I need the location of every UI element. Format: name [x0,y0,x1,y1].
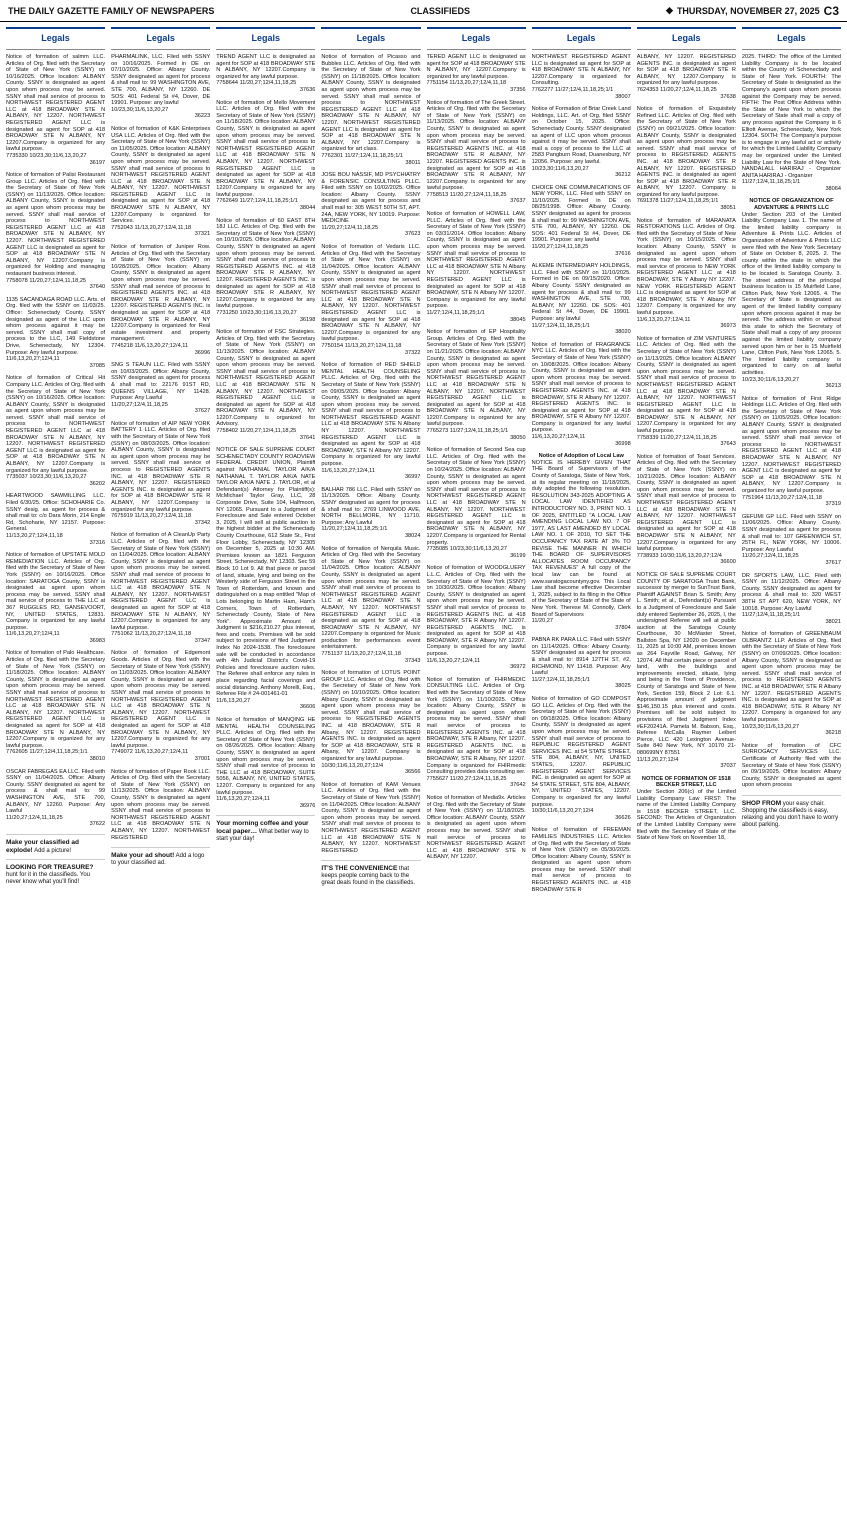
notice-body: Notice of formation of WOODGLUERY L.L.C. Articles of Org. filed with the Secretary of State of New York (SSNY) on 10/30/2025. Office location: Albany County, SSNY is designated as agent upon whom process may be served. SSNY shall mail service of process to REGISTERED AGENTS INC. at 418 BROADWAY, STE R Albany NY 12207. REGISTERED AGENTS INC. is designated as agent for SOP at 418 BROADWAY, STE R Albany NY 12207. Company is organized for any lawful purpose. [426,565,526,658]
legals-column-1 [6,27,105,1517]
notice-run-dates: 11/6,13,20,27;12/4,11 [531,434,586,441]
legal-notice [6,769,105,828]
legal-notice [321,670,420,776]
notice-run-dates: 7735330 10/23,30;11/6,13,20,27 [6,152,87,159]
notice-body: Notice of formation of Edgemont Goods. Articles of Org. filed with the Secretary of State of New York (SSNY) on 11/03/2025. Office location: ALBANY County, SSNY is designated as agent upon whom process may be served. SSNY shall mail service of process to NORTHWEST REGISTERED AGENT LLC at 418 BROADWAY STE N ALBANY, NY 12207. NORTHWEST REGISTERED AGENT LLC is designated as agent for SOP at 418 BROADWAY STE N ALBANY, NY 12207.Company is organized for any lawful purpose. [111,650,211,749]
legal-notice [111,126,210,238]
legals-columns [6,27,841,1517]
notice-body: Notice of formation of ZIM VENTURES LLC. Articles of Org. filed with the Secretary of State of New York (SSNY) on 11/13/2025. Office location: ALBANY County, SSNY is designated as agent upon whom process may be served. SSNY shall mail service of process to NORTHWEST REGISTERED AGENT LLC at 418 BROADWAY STE N ALBANY, NY 12207. NORTHWEST REGISTERED AGENT LLC is designated as agent for SOP at 418 BROADWAY STE N ALBANY, NY 12207.Company is organized for any lawful purpose. [636,335,736,435]
notice-body: SNG S TEAUN LLC. Filed with SSNY on 10/03/2025. Office: Albany County. SSNY designated as agent for process & shall mail to: 22176 91ST RD, QUEENS VILLAGE, NY 11428. Purpose: Any Lawful [111,362,211,402]
notice-title: NOTICE OF FORMATION OF 1518 BECKER STREET, LLC [641,775,731,789]
notice-run-dates: 11/6,13,20,27;12/4,11 [6,356,60,363]
notice-id: 36626 [615,814,631,821]
notice-body: Notice of formation of Toast Services. Articles of Org. filed with the Secretary of State of New York (SSNY) on 10/21/2025. Office location: ALBANY County, SSNY is designated as agent upon whom process may be served. SSNY shall mail service of process to NORTHWEST REGISTERED AGENT LLC at 418 BROADWAY STE N ALBANY, NY 12207. NORTHWEST REGISTERED AGENT LLC is designated as agent for SOP at 418 BROADWAY STE N ALBANY, NY 12207.Company is organized for any lawful purpose. [636,453,736,553]
notice-body: Notice of formation of FRAGRANCE NYC LLC. Articles of Org. filed with the Secretary of State of New York (SSNY) on 10/08/2025. Office location: Albany County, SSNY is designated as agent upon whom process may be served. SSNY shall mail service of process to REGISTERED AGENTS INC. at 418 BROADWAY, STE R Albany NY 12207. REGISTERED AGENTS INC. is designated as agent for SOP at 418 BROADWAY, STE R Albany NY 12207. Company is organized for any lawful purpose. [531,341,631,434]
notice-run-dates: 7758078 11/20,27;12/4,11,18,25 [6,277,87,284]
notice-run-dates: 7751137 11/13,20,27;12/4,11,18 [321,651,402,658]
legal-notice [111,362,210,415]
legal-notice [321,54,420,166]
notice-body: Notice of formation of MANQING HE MENTAL HEALTH COUNSELING PLLC. Articles of Org. filed with the Secretary of State of New York (SSNY) on 08/26/2025. Office location: Albany County, SSNY is designated as agent upon whom process may be served. SSNY shall mail service of process to THE LLC at 418 BROADWAY, SUITE 5056, ALBANY, NY, UNITED STATES, 12207. Company is organized for any lawful purpose. [216,717,316,796]
notice-id: 38064 [825,185,841,192]
notice-id: 37001 [194,755,211,762]
legal-notice [6,54,105,166]
house-ad-body: hunt for it in the classifieds. You never know what you'll find! [6,871,91,885]
notice-id: 37617 [825,559,841,566]
legal-notice [6,552,105,644]
notice-id: 37321 [194,231,211,238]
legal-notice [216,54,315,94]
legal-notice [427,100,526,206]
house-ad [216,815,315,843]
notice-body: TREND AGENT LLC is designated as agent for SOP at 418 BROADWAY STE N ALBANY, NY 12207.Company is organized for any lawful purpose. [216,54,316,80]
notice-body: Under Section 203 of the Limited Liability Company Law. 1. The name of the limited liability company is Adventure & Prints LLC. Articles of Organization of Adventure & Prints LLC were filed with the New York Secretary of State on October 8, 2025. 2. The county within the state in which the office of the limited liability company is to be located is Saratoga County. 3. The street address of the principal business location is 15 Muirfield Lane, Clifton Park, New York 12065. 4. The Secretary of State is designated as agent of the limited liability company upon whom process against it may be served. The address within or without this state to which the Secretary of State shall mail a copy of any process against the limited liability company served upon him or her is 15 Muirfield Lane, Clifton Park, New York 12065. 5. The limited liability company is organized to carry on all lawful activities. [741,211,841,376]
notice-id: 37637 [510,198,526,205]
legals-column-7 [637,27,736,1517]
notice-run-dates: 7749072 11/6,13,20,27;12/4,11 [111,749,189,756]
house-ad [6,859,105,886]
notice-body: Notice of formation of UPSTATE MOLD REMEDIATION LLC. Articles of Org. filed with the Secretary of State of New York (SSNY) on 10/16/2025. Office location: SARATOGA County, SSNY is designated as agent upon whom process may be served. SSNY shall mail service of process to THE LLC at 367 RUGGLES RD, GANSEVOORT, NY, UNITED STATES, 12831. Company is organized for any lawful purpose. [6,552,106,631]
legal-notice [532,342,631,448]
column-heading: Legals [742,29,841,50]
notice-id: 38020 [615,329,631,336]
notice-run-dates: 7762649 11/27;12/4,11,18,25;1/1 [216,198,298,205]
notice-body: OSCAR FABREGAS EA LLC. Filed with SSNY on 11/04/2025. Office: Albany County. SSNY designated as agent for process & shall mail to: 99 WASHINGTON AVE, STE 700, ALBANY, NY 12260. Purpose: Any Lawful [6,768,106,815]
notice-body: NOTICE OF SALE SUPREME COURT SCHENECTADY COUNTY ROADVIEW FEDERAL CREDIT UNION, Plaintiff against NATHANIAL TAYLOR A/K/A NATHANAL T. TAYLOR A/K/A NATE TAYLOR A/K/A NATE J. TAYLOR, et al Defendant(s) Attorney for Plaintiff(s): McMichael Taylor Gray, LLC, 28 Corporate Drive, Suite 104, Halfmoon, NY 12065. Pursuant to a Judgment of Foreclosure and Sale entered October 3, 2025, I will sell at public auction to the highest bidder at the Schenectady County Courthouse, 612 State St., First Floor Lobby, Schenectady, NY 12305 on December 5, 2025 at 10:30 AM. Premises known as 1821 Ferguson Street, Schenectady, NY 12303. Sec 59 Block 10 Lot 9. All that piece or parcel of land, situate, lying and being on the Westerly side of Ferguson Street in the Town of Rotterdam, and known and distinguished on a map entitled "Map of Lots belonging to Martin Ham, Ham's Corners, Town of Rotterdam, Schenectady County, State of New York". Approximate Amount of Judgment is $216,210.27 plus interest, fees and costs. Premises will be sold subject to provisions of filed Judgment Index No 2024-1538. The foreclosure sale will be conducted in accordance with 4th Judicial District's Covid-19 Policies and foreclosure auction rules. The Referee shall enforce any rules in place regarding facial coverings and social distancing. Anthony Morelli, Esq., Referee File # 24-001461-01 [216,447,316,698]
notice-body: Under Section 206(c) of the Limited Liability Company Law FIRST: The name of the Limited Liability Company is 1518 BECKER STREET, LLC. SECOND: The Articles of Organization of the Limited Liability Company were filed with the Secretary of State of the State of New York on November 18, [636,788,736,842]
notice-id: 36997 [404,474,421,481]
notice-title: Notice of Adoption of Local Law [538,453,624,460]
notice-run-dates: 7755627 11/20,27;12/4,11,18,25 [426,775,507,782]
legal-notice [637,776,736,842]
legal-notice [742,54,841,192]
legals-column-4 [321,27,420,1517]
notice-id: 36998 [615,440,631,447]
legal-notice [216,329,315,441]
notice-body: Notice of formation of First Ridge Holdings LLC. Articles of Org. filed with the Secretary of State of New York (SSNY) on 11/05/2025. Office location: ALBANY County, SSNY is designated as agent upon whom process may be served. SSNY shall mail service of process to NORTHWEST REGISTERED AGENT LLC at 418 BROADWAY STE N ALBANY, NY 12207. NORTHWEST REGISTERED AGENT LLC is designated as agent for SOP at 418 BROADWAY STE N ALBANY, NY 12207.Company is organized for any lawful purpose. [741,395,841,494]
notice-id: 36197 [89,159,106,166]
legal-notice [111,54,210,120]
notice-run-dates: 7762605 11/27;12/4,11,18,25;1/1 [6,749,88,756]
section-name: CLASSIFIEDS [410,5,470,16]
notice-id: 38010 [89,755,106,762]
page-header [0,0,847,22]
legal-notice [321,546,420,665]
notice-body: Notice of formation of EP Hospitality Group. Articles of Org. filed with the Secretary of State of New York (SSNY) on 11/21/2025. Office location: ALBANY County, SSNY is designated as agent upon whom process may be served. SSNY shall mail service of process to NORTHWEST REGISTERED AGENT LLC at 418 BROADWAY STE N ALBANY, NY 12207. NORTHWEST REGISTERED AGENT LLC is designated as agent for SOP at 418 BROADWAY STE N ALBANY, NY 12207.Company is organized for any lawful purpose. [426,329,526,428]
notice-run-dates: 11/20,27;12/4,11,18,25 [531,244,589,251]
column-heading: Legals [111,29,210,50]
legal-notice [216,218,315,324]
notice-id: 37037 [720,763,736,770]
legals-column-8 [742,27,841,1517]
notice-id: 38024 [404,532,421,539]
notice-run-dates: 7735037 10/23,30;11/6,13,20,27 [6,474,87,481]
notice-run-dates: 7735085 10/23,30;11/6,13,20,27 [426,546,507,553]
notice-run-dates: 11/20,27 [531,618,553,625]
notice-body: NORTHWEST REGISTERED AGENT LLC is designated as agent for SOP at 418 BROADWAY STE N ALBANY, NY 12207.Company is organized for Consulting. [531,54,631,87]
notice-run-dates: 11/6,13,20,27 [216,697,251,704]
notice-run-dates: 11/13,20,27;12/4,11,18 [6,532,63,539]
notice-run-dates: 11/6,13,20,27;12/4,11 [216,796,270,803]
notice-body: Notice of formation of Juniper Row. Articles of Org. filed with the Secretary of State of New York (SSNY) on 10/28/2025. Office location: Albany County, SSNY is designated as agent upon whom process may be served. SSNY shall mail service of process to REGISTERED AGENTS INC. at 418 BROADWAY STE R ALBANY, NY 12207. REGISTERED AGENTS INC. is designated as agent for SOP at 418 BROADWAY STE R ALBANY, NY 12207.Company is organized for Real estate investment and property management. [111,244,211,343]
legal-notice [111,532,210,644]
header-right [666,4,839,18]
notice-run-dates: 7758402 11/20,27;12/4,11,18,25 [216,428,297,435]
legal-notice [532,106,631,179]
legal-notice [532,453,631,631]
house-ad-title: SHOP FROM [741,799,782,807]
notice-body: Notice of formation of MARANATA RESTORATIONS LLC. Articles of Org. filed with the Secretary of State of New York (SSNY) on 10/15/2025. Office location: Albany County, SSNY is designated as agent upon whom process may be served. SSNY shall mail service of process to NEW YORK REGISTERED AGENT LLC at 418 BROADWAY, STE Y Albany NY 12207. NEW YORK REGISTERED AGENT LLC is designated as agent for SOP at 418 BROADWAY, STE Y Albany NY 12207. Company is organized for any lawful purpose. [636,217,736,316]
column-heading: Legals [427,29,526,50]
legal-notice [6,650,105,762]
notice-body: GEFUMI GP LLC. Filed with SSNY on 11/06/2025. Office: Albany County. SSNY designated as agent for process & shall mail to: 107 GREENWICH ST, 25TH FL, NEW YORK, NY 10006. Purpose: Any Lawful [741,513,841,553]
notice-id: 37643 [720,441,736,448]
house-ad-body: that keeps people coming back to the great deals found in the classifieds. [321,866,416,887]
notice-body: TERED AGENT LLC is designated as agent for SOP at 418 BROADWAY STE N ALBANY, NY 12207.Company is organized for any lawful purpose. [426,54,526,80]
notice-body: NOTICE OF SALE SUPREME COURT COUNTY OF SARATOGA Truist Bank, successor by merger to SunTrust Bank, Plaintiff AGAINST Brian S. Smith; Amy L. Smith; et al., Defendant(s) Pursuant to a Judgment of Foreclosure and Sale duly entered September 26, 2025, I, the undersigned Referee will sell at public auction at the Saratoga County Courthouse, 30 McMaster Street, Ballston Spa, NY 12020 on December 11, 2025 at 10:00 AM, premises known as 264 Fayville Road, Galway, NY 12074. All that certain piece or parcel of land, with the buildings and improvements erected, situate, lying and being in the Town of Providence, County of Saratoga and State of New York, Section 159, Block 2 Lot: 6.1. Approximate amount of judgment $146,150.15 plus interest and costs. Premises will be sold subject to provisions of filed Judgment Index #EF20241A. Pamela M. Babson, Esq., Referee McCalla Raymer Leibert Pierce, LLC 420 Lexington Avenue-Suite 840 New York, NY 10170 21-080699NY 87551 [636,571,736,756]
notice-body: CHOICE ONE COMMUNICATIONS OF NEW YORK, LLC. Filed with SSNY on 11/10/2025. Formed in DE on 08/25/1998. Office: Albany County. SSNY designated as agent for process & shall mail to: 99 WASHINGTON AVE, STE 700, ALBANY, NY 12260. DE SOS: 401 Federal St #4, Dover, DE 19901. Purpose: any lawful [531,184,631,244]
notice-body: Notice of formation of Second Sea cup LLC. Articles of Org. filed with the Secretary of State of New York (SSNY) on 10/24/2025. Office location: ALBANY County, SSNY is designated as agent upon whom process may be served. SSNY shall mail service of process to NORTHWEST REGISTERED AGENT LLC at 418 BROADWAY STE N ALBANY, NY 12207. NORTHWEST REGISTERED AGENT LLC is designated as agent for SOP at 418 BROADWAY STE N ALBANY, NY 12207.Company is organized for Rental property. [426,447,526,546]
notice-id: 36976 [299,802,316,809]
notice-run-dates: 7691378 11/27;12/4,11,18,25;1/1 [636,198,719,205]
notice-title: NOTICE OF ORGANIZATION OF ADVENTURE & PRINTS LLC [749,198,834,212]
notice-run-dates: 10/30;11/6,13,20,27;12/4 [531,808,594,815]
notice-id: 37356 [510,86,526,93]
column-heading: Legals [637,29,736,50]
legal-notice [111,650,210,762]
house-ad-body: Add a picture! [32,847,72,854]
house-ad-title: IT'S THE CONVENIENCE [321,865,398,873]
notice-id: 36198 [299,316,316,323]
notice-run-dates: 7745218 11/6,13,20,27;12/4,11 [111,342,189,349]
notice-body: JOSE BOU NASSIF, MD PSYCHIATRY & FORENSIC CONSULTING PLLC. Filed with SSNY on 10/02/2025. Office location: Albany County. SSNY designated as agent for process and shall mail to: 305 WEST 50TH ST, APT. 24A, NEW YORK, NY 10019. Purpose: MEDICINE [321,172,421,225]
notice-id: 36600 [720,559,736,566]
legal-notice [532,263,631,336]
legal-notice [427,211,526,323]
legal-notice [742,573,841,626]
notice-body: ALKEME INTERMEDIARY HOLDINGS, LLC. Filed with SSNY on 11/10/2025. Formed in DE on 09/15/2020. Office: Albany County. SSNY designated as agent for process & shall mail to: 99 WASHINGTON AVE, STE 700, ALBANY, NY 12260. DE SOS: 401 Federal St #4, Dover, DE 19901. Purpose: any lawful [531,263,631,322]
legal-notice [6,172,105,291]
notice-body: Notice of formation of Mello Movement LLC. Articles of Org. filed with the Secretary of State of New York (SSNY) on 11/18/2025. Office location: ALBANY County, SSNY is designated as agent upon whom process may be served. SSNY shall mail service of process to NORTHWEST REGISTERED AGENT LLC at 418 BROADWAY STE N ALBANY, NY 12207. NORTHWEST REGISTERED AGENT LLC is designated as agent for SOP at 418 BROADWAY STE N ALBANY, NY 12207.Company is organized for any lawful purpose. [216,99,316,198]
legal-notice [321,244,420,356]
notice-run-dates: 10/30;11/6,13,20,27;12/4 [321,762,384,769]
notice-id: 36996 [194,349,211,356]
notice-body: HEARTWOOD SAWMILLING LLC. Filed 6/30/25. Office: SCHOHARIE Co. SSNY desig. as agent for process & shall mail to: c/o Dara Morin, 214 Engle Rd, Schoharie, NY 12157. Purpose: General. [6,493,106,533]
notice-body: Notice of formation of FREEMAN FAMILIES INDUSTRIES LLC. Articles of Org. filed with the Secretary of State of New York (SSNY) on 05/30/2025. Office location: Albany County, SSNY is designated as agent upon whom process may be served. SSNY shall mail service of process to REGISTERED AGENTS INC. at 418 BROADWAY STE R [531,827,631,893]
notice-run-dates: 11/20,27;12/4,11,18,25 [6,814,63,821]
legal-notice [6,375,105,487]
notice-run-dates: 7765273 11/27;12/4,11,18,25;1/1 [426,428,509,435]
notice-run-dates: 11/27;12/4,11,18,25;1/1 [741,179,801,186]
notice-body: Notice of formation of Nerquila Music. Articles of Org. filed with the Secretary of State of New York (SSNY) on 11/04/2025. Office location: ALBANY County, SSNY is designated as agent upon whom process may be served. SSNY shall mail service of process to NORTHWEST REGISTERED AGENT LLC at 418 BROADWAY STE N ALBANY, NY 12207. NORTHWEST REGISTERED AGENT LLC is designated as agent for SOP at 418 BROADWAY STE N ALBANY, NY 12207.Company is organized for Music production for performances event entertainment. [321,545,421,651]
legal-notice [427,677,526,789]
notice-id: 37322 [404,349,421,356]
house-ad [742,795,841,829]
legal-notice [427,447,526,559]
notice-id: 37642 [510,782,526,789]
notice-id: 36983 [89,637,106,644]
legal-notice [742,198,841,389]
notice-id: 38045 [510,316,526,323]
house-ad [6,834,105,855]
notice-run-dates: 10/23,30;11/6,13,20,27 [111,106,169,113]
diamond-icon: ◆ [666,5,673,15]
notice-body: Notice of formation of Exquisitely Refined LLC. Articles of Org. filed with the Secretary of State of New York (SSNY) on 09/21/2025. Office location: ALBANY County, SSNY is designated as agent upon whom process may be served. SSNY shall mail service of process to REGISTERED AGENTS INC. at 418 BROADWAY STE R ALBANY, NY 12207. REGISTERED AGENTS INC. is designated as agent for SOP at 418 BROADWAY STE R ALBANY, NY 12207. Company is organized for any lawful purpose. [636,106,736,198]
notice-run-dates: 11/6,13,20,27;12/4,11 [321,467,375,474]
legal-notice [637,572,736,770]
legal-notice [532,696,631,821]
notice-run-dates: 11/13,20,27;12/4 [636,756,679,763]
notice-run-dates: 7750154 11/13,20,27;12/4,11,18 [321,342,402,349]
column-heading: Legals [532,29,631,50]
notice-body: Notice of formation of Vedaris LLC. Articles of Org. filed with the Secretary of State of New York (SSNY) on 11/04/2025. Office location: ALBANY County, SSNY is designated as agent upon whom process may be served. SSNY shall mail service of process to NORTHWEST REGISTERED AGENT LLC at 418 BROADWAY STE N ALBANY, NY 12207. NORTHWEST REGISTERED AGENT LLC is designated as agent for SOP at 418 BROADWAY STE N ALBANY, NY 12207.Company is organized for any lawful purpose. [321,244,421,343]
notice-body: Notice of formation of LOTUS POINT GROUP LLC. Articles of Org. filed with the Secretary of State of New York (SSNY) on 10/10/2025. Office location: Albany County, SSNY is designated as agent upon whom process may be served. SSNY shall mail service of process to REGISTERED AGENTS INC. at 418 BROADWAY, STE R Albany, NY 12207. REGISTERED AGENTS INC. is designated as agent for SOP at 418 BROADWAY, STE R Albany, NY 12207. Company is organized for any lawful purpose. [321,670,421,762]
legal-notice [637,218,736,330]
notice-run-dates: 11/27;12/4,11,18,25;1/1 [531,676,590,683]
legal-notice [216,447,315,711]
legal-notice [111,421,210,527]
house-ad-title: Make your ad shout! [111,852,175,860]
house-ad-body: What better way to start your day! [216,829,309,843]
notice-id: 37347 [194,637,211,644]
notice-id: 37622 [89,821,106,828]
notice-id: 37342 [194,519,211,526]
house-ad-body: your easy chair. Shopping the classifieds is easy, relaxing and you don't have to worry about parking. [741,800,839,828]
legal-notice [742,631,841,737]
legals-column-5 [427,27,526,1517]
notice-id: 37804 [615,624,631,631]
notice-body: 2025. THIRD: The office of the Limited Liability Company is to be located within the County of Schenectady and State of New York. FOURTH: The Secretary of State is designated as the Company's agent upon whom process against the Company may be served. FIFTH: The Post Office Address within the State of New York to which the Secretary of State shall mail a copy of any process against the Company is 6 Elliott Avenue, Schenectady, New York 12304. SIXTH: The Company's purpose is to engage in any lawful act or activity for which the Limited Liability Company may be organized under the Limited Liability Law for the State of New York. NANDALALL HARIRAJ - Organizer ANITA HARIRAJ - Organizer [741,54,841,179]
legal-notice [427,795,526,861]
notice-id: 38021 [825,618,841,625]
notice-body: Notice of formation of CFC SURROGACY SERVICES LLC. Certificate of Authority filed with the Secretary of State of New York (SSNY) on 09/19/2025. Office location: Albany County, SSNY is designated as agent upon whom process [741,742,841,789]
notice-run-dates: 7751154 11/13,20,27;12/4,11,18 [426,80,507,87]
legals-column-3 [216,27,315,1517]
notice-body: NOTICE IS HEREBY GIVEN THAT THE Board of Supervisors of the County of Saratoga, State of New York, at its regular meeting on 11/18/2025, duly adopted the following resolution. RESOLUTION 343-2025 ADOPTING A LOCAL LAW IDENTIFIED AS INTRODUCTORY NO. 3, PRINT NO. 1 OF 2025, ENTITLED "A LOCAL LAW AMENDING LOCAL LAW NO. 7 OF 1977, AS LAST AMENDED BY LOCAL LAW NO. 1 OF 2010, TO SET THE OCCUPANCY TAX RATE AT 3% TO REVISE THE MANNER IN WHICH THE BOARD OF SUPERVISORS ALLOCATES ROOM OCCUPANCY TAX REVENUES" A full copy of the local law can be found at www.saratogacountyny.gov. This Local Law shall become effective December 1, 2025, subject to its filing in the Office of the Secretary of State of the State of New York. Therese M. Connolly, Clerk Board of Supervisors [531,459,631,618]
notice-id: 38044 [299,205,316,212]
notice-run-dates: 11/20,27;12/4,11,18,25 [741,553,799,560]
notice-run-dates: 11/27;12/4,11,18,25;1/1 [741,612,801,619]
notice-id: 37616 [615,250,631,257]
notice-id: 37316 [89,539,106,546]
notice-id: 37636 [299,86,316,93]
notice-run-dates: 7751964 11/13,20,27;12/4,11,18 [741,494,822,501]
legal-notice [427,54,526,94]
publication-name: THE DAILY GAZETTE FAMILY OF NEWSPAPERS [8,5,215,16]
notice-run-dates: 11/20,27;12/4,11,18,25;1/1 [321,526,388,533]
notice-body: Notice of formation of Palisi Restaurant Group LLC. Articles of Org. filed with the Secretary of State of New York (SSNY) on 11/13/2025. Office location: ALBANY County, SSNY is designated as agent upon whom process may be served. SSNY shall mail service of process to NORTHWEST REGISTERED AGENT LLC at 418 BROADWAY STE N ALBANY, NY 12207. NORTHWEST REGISTERED AGENT LLC is designated as agent for SOP at 418 BROADWAY STE N ALBANY, NY 12207.Company is organized for Holding and managing restaurant business interest. [6,172,106,277]
notice-body: BALHAR 786 LLC. Filed with SSNY on 11/13/2025. Office: Albany County. SSNY designated as agent for process & shall mail to: 2769 LINWOOD AVE, NORTH BELLMORE, NY 11710. Purpose: Any Lawful [321,486,421,526]
house-ad [321,860,420,887]
legal-notice [321,172,420,238]
notice-id: 36566 [404,769,421,776]
notice-body: Notice of formation of GO COMPOST GO LLC. Articles of Org. filed with the Secretary of State of New York (SSNY) on 09/18/2025. Office location: Albany County, SSNY is designated as agent upon whom process may be served. SSNY shall mail service of process to REPUBLIC REGISTERED AGENT SERVICES INC. at 54 STATE STREET, STE 804, ALBANY, NY, UNITED STATES, 12207. REPUBLIC REGISTERED AGENT SERVICES INC. is designated as agent for SOP at 54 STATE STREET, STE 804, ALBANY, NY, UNITED STATES, 12207. Company is organized for any lawful purpose. [531,696,631,808]
legal-notice [532,54,631,100]
column-heading: Legals [321,29,420,50]
legal-notice [6,297,105,370]
notice-body: Notice of formation of FSC Strategies. Articles of Org. filed with the Secretary of State of New York (SSNY) on 11/13/2025. Office location: ALBANY County, SSNY is designated as agent upon whom process may be served. SSNY shall mail service of process to NORTHWEST REGISTERED AGENT LLC at 418 BROADWAY STE N ALBANY, NY 12207. NORTHWEST REGISTERED AGENT LLC is designated as agent for SOP at 418 BROADWAY STE N ALBANY, NY 12207.Company is organized for Advisory. [216,329,316,428]
legal-notice [532,637,631,690]
notice-id: 37627 [194,408,211,415]
legal-notice [111,769,210,842]
column-heading: Legals [216,29,315,50]
notice-id: 36218 [825,730,841,737]
notice-run-dates: 7762277 11/27;12/4,11,18,25;1/1 [531,86,614,93]
notice-run-dates: 11/20,27;12/4,11,18,25 [321,224,379,231]
notice-id: 36606 [299,704,316,711]
notice-run-dates: 7731250 10/23,30;11/6,13,20,27 [216,309,297,316]
notice-run-dates: 11/27;12/4,11,18,25;1/1 [531,322,590,329]
legal-notice [321,487,420,540]
notice-run-dates: 7758513 11/20,27;12/4,11,18,25 [426,191,507,198]
notice-run-dates: 7758339 11/20,27;12/4,11,18,25 [636,434,717,441]
house-ad-title: Make your classified ad explode! [6,838,79,854]
legal-notice [637,106,736,212]
column-heading: Legals [6,29,105,50]
notice-id: 38011 [405,159,421,166]
legal-notice [742,743,841,789]
notice-id: 38050 [510,434,526,441]
legals-column-6 [532,27,631,1517]
notice-body: Notice of formation of HOWELL LAW, PLLC. Articles of Org. filed with the Secretary of State of New York (SSNY) on 03/31/2014. Office location: Albany County, SSNY is designated as agent upon whom process may be served. SSNY shall mail service of process to NORTHWEST REGISTERED AGENT LLC at 418 BROADWAY STE N Albany NY 12207. NORTHWEST REGISTERED AGENT LLC is designated as agent for SOP at 418 BROADWAY, STE N Albany NY 12207. Company is organized for any lawful purpose. [426,211,526,310]
notice-run-dates: 10/23,30;11/6,13,20,27 [741,723,800,730]
notice-run-dates: 7624353 11/20,27;12/4,11,18,25 [636,86,717,93]
legal-notice [6,493,105,546]
notice-body: ALBANY, NY 12207. REGISTERED AGENTS INC. is designated as agent for SOP at 418 BROADWAY STE R ALBANY, NY 12207.Company is organized for any lawful purpose. [636,54,736,87]
house-ad-body: Add a logo to your classified ad. [111,853,205,867]
notice-id: 36972 [510,664,526,671]
notice-run-dates: 7738933 10/30;11/6,13,20,27;12/4 [636,552,722,559]
legal-notice [637,336,736,448]
notice-body: PHARMALINK, LLC. Filed with SSNY on 10/16/2025. Formed in DE on 07/10/2025. Office: Albany County. SSNY designated as agent for process & shall mail to: 99 WASHINGTON AVE, STE 700, ALBANY, NY 12260. DE SOS: 401 Federal St #4, Dover, DE 19901. Purpose: any lawful [111,54,211,107]
notice-id: 37640 [89,284,106,291]
notice-body: DR SPORTS LAW, LLC. Filed with SSNY on 11/12/2025. Office: Albany County. SSNY designated as agent for process & shall mail to: 320 WEST 38TH ST APT 620, NEW YORK, NY 10018. Purpose: Any Lawful [741,572,841,612]
legal-notice [427,329,526,441]
notice-body: Notice of formation of FHIRMEDIC CONSULTING LLC. Articles of Org. filed with the Secretary of State of New York (SSNY) on 11/10/2025. Office location: Albany County, SSNY is designated as agent upon whom process may be served. SSNY shall mail service of process to REGISTERED AGENTS INC. at 418 BROADWAY, STE R Albany, NY 12207. REGISTERED AGENTS INC. is designated as agent for SOP at 418 BROADWAY, STE R Albany, NY 12207. Company is organized for FHIRmedic Consulting provides data consulting ser. [426,676,526,776]
notice-run-dates: 10/23,30;11/6,13,20,27 [741,376,800,383]
notice-body: Notice of formation of RED SHIELD MENTAL HEALTH COUNSELING PLLC. Articles of Org. filed with the Secretary of State of New York (SSNY) on 09/05/2025. Office location: Albany County, SSNY is designated as agent upon whom process may be served. SSNY shall mail service of process to NORTHWEST REGISTERED AGENT LLC at 418 BROADWAY STE N Albany NY 12207. NORTHWEST REGISTERED AGENT LLC is designated as agent for SOP at 418 BROADWAY, STE N Albany NY 12207. Company is organized for any lawful purpose. [321,362,421,468]
legal-notice [321,362,420,481]
legal-notice [111,244,210,356]
notice-id: 36212 [615,172,631,179]
notice-body: Notice of formation of 60 EAST 8TH 18J LLC. Articles of Org. filed with the Secretary of State of New York (SSNY) on 10/10/2025. Office location: ALBANY County, SSNY is designated as agent upon whom process may be served. SSNY shall mail service of process to REGISTERED AGENTS INC. at 418 BROADWAY STE R ALBANY, NY 12207. REGISTERED AGENTS INC. is designated as agent for SOP at 418 BROADWAY STE R ALBANY, NY 12207.Company is organized for any lawful purpose. [216,217,316,310]
notice-body: 1135 SACANDAGA ROAD LLC. Arts. of Org. filed with the SSNY on 11/03/25. Office: Schenectady County. SSNY designated as agent of the LLC upon whom process against it may be served. SSNY shall mail copy of process to the LLC, 149 Fieldstone Drive, Schenectady, NY 12304. Purpose: Any lawful purpose. [6,296,106,356]
issue-date: THURSDAY, NOVEMBER 27, 2025 [676,5,820,16]
legal-notice [637,454,736,566]
house-ad [111,847,210,867]
notice-body: Notice of formation of Picasso and Bubbles LLC. Articles of Org. filed with the Secretary of State of New York (SSNY) on 11/18/2025. Office location: ALBANY County, SSNY is designated as agent upon whom process may be served. SSNY shall mail service of process to NORTHWEST REGISTERED AGENT LLC at 418 BROADWAY STE N ALBANY, NY 12207. NORTHWEST REGISTERED AGENT LLC is designated as agent for SOP at 418 BROADWAY STE N ALBANY, NY 12207.Company is organized for art class. [321,54,421,153]
legal-notice [532,185,631,258]
notice-run-dates: 7675919 11/13,20,27;12/4,11,18 [111,513,192,520]
legal-notice [637,54,736,100]
legal-notice [427,565,526,671]
legals-column-2 [111,27,210,1517]
notice-run-dates: 11/6,13,20,27;12/4,11 [6,631,60,638]
notice-body: Notice of formation of Media9x. Articles of Org. filed with the Secretary of State of New York (SSNY) on 11/18/2025. Office location: ALBANY County, SSNY is designated as agent upon whom process may be served. SSNY shall mail service of process to NORTHWEST REGISTERED AGENT LLC at 418 BROADWAY STE N ALBANY, NY 12207. [426,794,526,861]
notice-id: 37343 [404,657,421,664]
notice-id: 37641 [299,434,316,441]
notice-run-dates: 7762301 11/27;12/4,11,18,25;1/1 [321,152,403,159]
legal-notice [216,717,315,809]
notice-id: 36213 [825,383,841,390]
legal-notice [742,514,841,567]
notice-body: Notice of Formation of Briar Creek Land Holdings, LLC. Art. of Org. filed SSNY on October 15, 2025. Office: Schenectady County. SSNY designated as agent of LLC upon whom process against it may be served. SSNY shall mail a copy of process to the LLC at 2583 Pangburn Road, Duanesburg, NY 12056. Purpose: any lawful. [531,106,631,165]
notice-body: Notice of formation of Paper Rook LLC. Articles of Org. filed with the Secretary of State of New York (SSNY) on 11/13/2025. Office location: ALBANY County, SSNY is designated as agent upon whom process may be served. SSNY shall mail service of process to NORTHWEST REGISTERED AGENT LLC at 418 BROADWAY STE N ALBANY, NY 12207. NORTHWEST REGISTERED [111,768,211,841]
notice-id: 37085 [89,362,106,369]
house-ad-title: Your morning coffee and your local paper… [216,820,309,836]
legal-notice [321,782,420,855]
notice-run-dates: 7752043 11/13,20,27;12/4,11,18 [111,224,192,231]
notice-body: Notice of formation of GREENBAUM OLBRANTZ LLP. Articles of Org. filed with the Secretary of State of New York (SSNY) on 07/09/2025. Office location: Albany County, SSNY is designated as agent upon whom process may be served. SSNY shall mail service of process to REGISTERED AGENTS INC. at 418 BROADWAY, STE R Albany NY 12207. REGISTERED AGENTS INC. is designated as agent for SOP at 418 BROADWAY, STE R Albany NY 12207. Company is organized for any lawful purpose. [741,631,841,723]
notice-id: 37319 [825,501,841,508]
notice-id: 38025 [615,683,631,690]
notice-id: 36973 [720,323,736,330]
legal-notice [216,100,315,212]
notice-id: 38007 [615,93,631,100]
notice-body: Notice of formation of K&K Enterprises USA LLC. Articles of Org. filed with the Secretary of State of New York (SSNY) on 11/05/2025. Office location: ALBANY County, SSNY is designated as agent upon whom process may be served. SSNY shall mail service of process to NORTHWEST REGISTERED AGENT LLC at 418 BROADWAY STE N ALBANY, NY 12207. NORTHWEST REGISTERED AGENT LLC is designated as agent for SOP at 418 BROADWAY STE N ALBANY, NY 12207.Company is organized for Services. [111,125,211,225]
notice-body: Notice of formation of salmm LLC. Articles of Org. filed with the Secretary of State of New York (SSNY) on 10/16/2025. Office location: ALBANY County. SSNY is designated as agent upon whom process may be served. SSNY shall mail service of process to NORTHWEST REGISTERED AGENT LLC at 418 BROADWAY STE N ALBANY, NY 12207. NORTHWEST REGISTERED AGENT LLC is designated as agent for SOP at 418 BROADWAY STE N ALBANY, NY 12207.Company is organized for any lawful purpose. [6,54,106,153]
house-ad-title: LOOKING FOR TREASURE? [6,863,94,871]
notice-body: Notice of formation of AIP NEW YORK BATTERY 1 LLC. Articles of Org. filed with the Secretary of State of New York (SSNY) on 08/03/2025. Office location: ALBANY County, SSNY is designated as agent upon whom process may be served. SSNY shall mail service of process to REGISTERED AGENTS INC. at 418 BROADWAY STE R ALBANY, NY 12207. REGISTERED AGENTS INC. is designated as agent for SOP at 418 BROADWAY STE R ALBANY, NY 12207.Company is organized for any lawful purpose. [111,420,211,513]
notice-run-dates: 11/27;12/4,11,18,25;1/1 [426,309,485,316]
notice-body: Notice of formation of Palo Healthcare. Articles of Org. filed with the Secretary of State of New York (SSNY) on 11/18/2025. Office location: ALBANY County, SSNY is designated as agent upon whom process may be served. SSNY shall mail service of process to NORTHWEST REGISTERED AGENT LLC at 418 BROADWAY STE N ALBANY, NY 12207. NORTHWEST REGISTERED AGENT LLC is designated as agent for SOP at 418 BROADWAY STE N ALBANY, NY 12207.Company is organized for any lawful purpose. [6,650,106,749]
notice-run-dates: 7751062 11/13,20,27;12/4,11,18 [111,631,192,638]
page-number: C3 [823,3,839,18]
notice-id: 37623 [404,231,421,238]
notice-body: Notice of formation of A CleanUp Party LLC. Articles of Org. filed with the Secretary of State of New York (SSNY) on 11/04/2025. Office location: ALBANY County, SSNY is designated as agent upon whom process may be served. SSNY shall mail service of process to NORTHWEST REGISTERED AGENT LLC at 418 BROADWAY STE N ALBANY, NY 12207. NORTHWEST REGISTERED AGENT LLC is designated as agent for SOP at 418 BROADWAY STE N ALBANY, NY 12207.Company is organized for any lawful purpose. [111,532,211,631]
notice-id: 36199 [510,552,526,559]
notice-run-dates: 7758644 11/20,27;12/4,11,18,25 [216,80,297,87]
notice-run-dates: 11/6,13,20,27;12/4,11 [426,657,481,664]
notice-body: Notice of formation of Critical Hit Company LLC. Articles of Org. filed with the Secretary of State of New York (SSNY) on 10/16/2025. Office location: ALBANY County, SSNY is designated as agent upon whom process may be served. SSNY shall mail service of process to NORTHWEST REGISTERED AGENT LLC at 418 BROADWAY STE N ALBANY, NY 12207. NORTHWEST REGISTERED AGENT LLC is designated as agent for SOP at 418 BROADWAY STE N ALBANY, NY 12207.Company is organized for any lawful purpose. [6,375,106,474]
notice-id: 36202 [89,480,106,487]
notice-body: Notice of formation of KAM Venues LLC. Articles of Org. filed with the Secretary of State of New York (SSNY) on 11/04/2025. Office location: ALBANY County, SSNY is designated as agent upon whom process may be served. SSNY shall mail service of process to NORTHWEST REGISTERED AGENT LLC at 418 BROADWAY STE N ALBANY, NY 12207. NORTHWEST REGISTERED [321,781,421,854]
legal-notice [742,396,841,508]
notice-id: 36223 [194,113,211,120]
legal-notice [532,827,631,893]
notice-body: Notice of formation of The Greek Street. Articles of Org. filed with the Secretary of State of New York (SSNY) on 11/13/2025. Office location: ALBANY County, SSNY is designated as agent upon whom process may be served. SSNY shall mail service of process to REGISTERED AGENTS INC. at 418 BROADWAY STE R ALBANY, NY 12207. REGISTERED AGENTS INC. is designated as agent for SOP at 418 BROADWAY STE R ALBANY, NY 12207.Company is organized for any lawful purpose. [426,99,526,192]
notice-run-dates: 11/20,27;12/4,11,18,25 [111,401,168,408]
notice-run-dates: 11/6,13,20,27;12/4,11 [636,316,691,323]
notice-body: PABNA RK PARA LLC. Filed with SSNY on 11/14/2025. Office: Albany County. SSNY designated as agent for process & shall mail to: 8914 127TH ST, #2, RICHMOND, NY 11418. Purpose: Any Lawful [531,637,631,677]
notice-run-dates: 10/23,30;11/6,13,20,27 [531,165,589,172]
notice-id: 38051 [720,205,736,212]
notice-id: 37638 [720,93,736,100]
